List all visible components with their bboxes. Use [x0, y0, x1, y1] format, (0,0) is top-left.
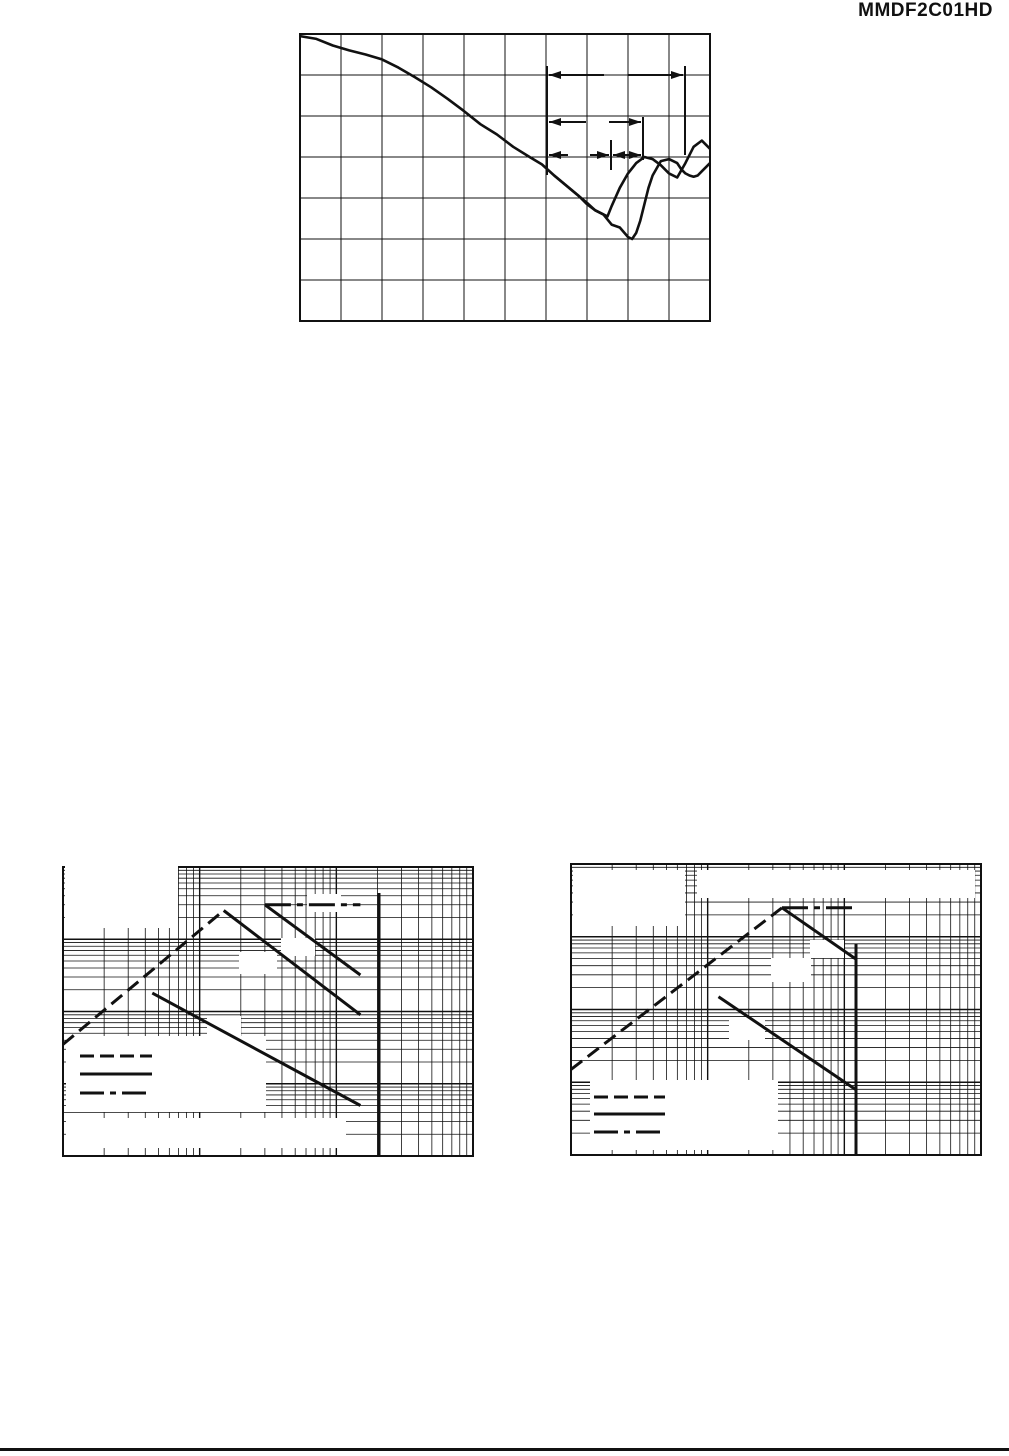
- right-box-banner: [697, 870, 975, 898]
- right-series: [571, 908, 855, 1090]
- right-box-note3: [729, 1018, 765, 1040]
- footer-rule: [0, 1448, 1009, 1451]
- soa-line-2: [719, 997, 856, 1090]
- soa-line-1: [571, 908, 782, 1070]
- right-box-top: [573, 870, 685, 926]
- part-number-header: MMDF2C01HD: [858, 0, 993, 21]
- right-box-note1: [771, 958, 811, 982]
